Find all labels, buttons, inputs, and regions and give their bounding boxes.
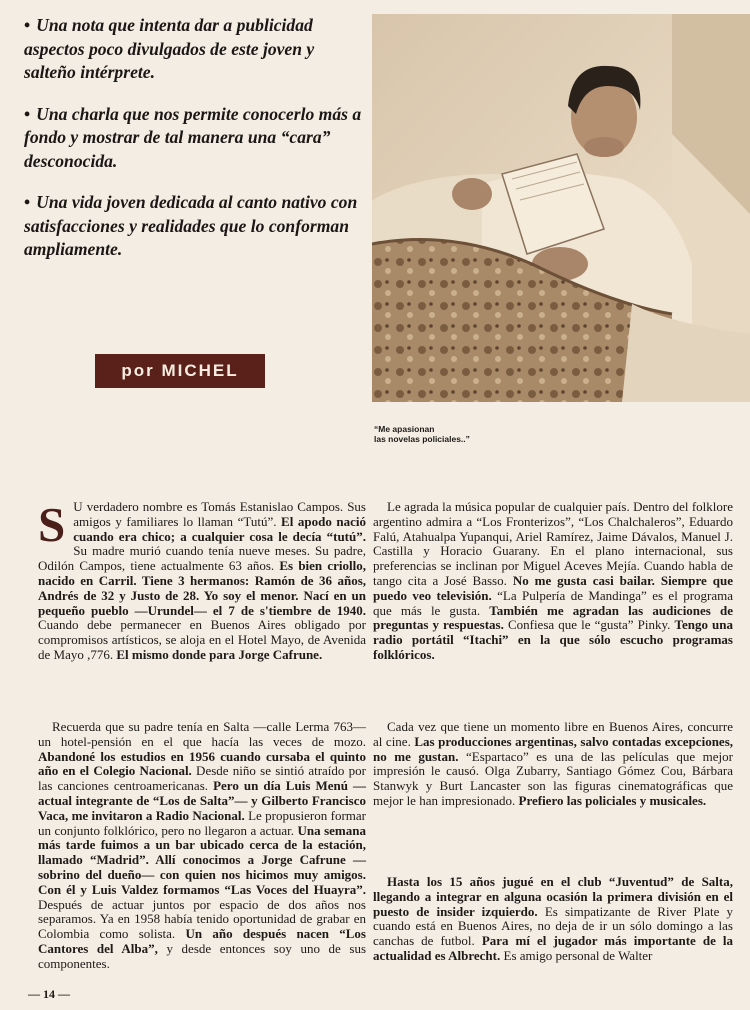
intro-bullet: • Una charla que nos permite conocerlo más a fondo y mostrar de tal manera una “cara” desconocida. xyxy=(24,103,362,171)
photo-caption: “Me apasionan las novelas policiales..” xyxy=(374,424,470,444)
text-run: Tengo una radio portátil “Itachi” en la que sólo escucho programas folklóricos. xyxy=(373,617,734,662)
column-2-music xyxy=(373,500,733,663)
author-byline: por MICHEL xyxy=(95,354,265,388)
text-run: Cada vez que tiene un momento libre en Buenos Aires, concurre al cine. xyxy=(373,719,733,749)
text-run: Confiesa que le “gusta” Pinky. xyxy=(503,617,675,633)
text-run: Una semana más tarde fuimos a un bar ubicado cerca de la estación, llamado “Madrid”. Allí conocimos a Jorge Cafrune —sobrino del dueño— con quien nos hicimos muy amigos. Con él y Luis Valdez formamos “Las Voces del Huayra”. xyxy=(38,822,366,897)
text-run: Después de actuar juntos por espacio de dos años nos separamos. Ya en 1958 había tenido oportunidad de grabar en Colombia como solista. xyxy=(38,896,366,942)
text-run: Abandoné los estudios en 1956 cuando cursaba el quinto año en el Colegio Nacional. xyxy=(38,748,366,779)
text-run: Es bien criollo, nacido en Carril. Tiene 3 hermanos: Ramón de 36 años, Andrés de 32 y Justo de 28. Yo soy el menor. Nací en un pequeño pueblo —Urundel— el 7 de s'tiembre de 1940. xyxy=(38,558,366,618)
text-run: Desde niño se sintió atraído por las canciones centroamericanas. xyxy=(38,763,366,794)
intro-bullet: • Una vida joven dedicada al canto nativo con satisfacciones y realidades que lo conforman ampliamente. xyxy=(24,192,358,259)
drop-cap: S xyxy=(38,497,66,552)
paragraph xyxy=(373,720,733,809)
text-run: “La Pulpería de Mandinga” es el programa que más le gusta. xyxy=(373,587,733,618)
column-1-intro xyxy=(38,497,367,663)
column-1-second xyxy=(38,720,366,972)
intro-bullet: • Una nota que intenta dar a publicidad aspectos poco divulgados de este joven y salteño intérprete. xyxy=(24,15,315,82)
photo-young-man-reading-book-icon xyxy=(372,14,750,402)
text-run: Pero un día Luis Menú —actual integrante de “Los de Salta”— y Gilberto Francisco Vaca, me invitaron a Radio Nacional. xyxy=(38,778,367,823)
text-run: Un año después nacen “Los Cantores del Alba”, xyxy=(38,926,366,956)
paragraph xyxy=(373,875,733,964)
page-number: — 14 — xyxy=(28,987,70,1001)
intro-bullets xyxy=(24,14,364,280)
text-run: Le propusieron formar un conjunto folklórico, pero no llegaron a actuar. xyxy=(38,807,366,838)
text-run: También me agradan las audiciones de preguntas y respuestas. xyxy=(373,602,733,633)
text-run: Su madre murió cuando tenía nueve meses. Su padre, Odilón Campos, tiene actualmente 63 años. xyxy=(38,543,366,574)
text-run: U verdadero nombre es Tomás Estanislao Campos. Sus amigos y familiares lo llaman “Tutú”. xyxy=(73,499,366,529)
text-run: Le agrada la música popular de cualquier país. Dentro del folklore argentino admira a “Los Fronterizos”, “Los Chalchaleros”, Eduardo Falú, Atahualpa Yupanqui, Ariel Ramírez, Jaime Dávalos, Manuel J. Castilla y Horacio Guarany. En el plano internacional, sus preferencias se inclinan por Miguel Aceves Mejía. Cuando habla de tango cita a José Basso. xyxy=(373,499,733,588)
paragraph xyxy=(38,497,367,663)
text-run: No me gusta casi bailar. Siempre que puedo veo televisión. xyxy=(373,572,733,603)
text-run: Las producciones argentinas, salvo contadas excepciones, no me gustan. xyxy=(373,733,734,764)
portrait-photo xyxy=(372,14,750,402)
text-run: Para mí el jugador más importante de la actualidad es Albrecht. xyxy=(373,933,733,963)
paragraph xyxy=(373,500,733,663)
text-run: Es simpatizante de River Plate y cuando está en Buenos Aires, no deja de ir un sólo domingo a las canchas de futbol. xyxy=(373,903,734,949)
text-run: Prefiero las policiales y musicales. xyxy=(518,792,707,808)
text-run: Hasta los 15 años jugué en el club “Juventud” de Salta, llegando a integrar en alguna ocasión la primera división en el puesto de insider izquierdo. xyxy=(373,874,733,919)
text-run: Es amigo personal de Walter xyxy=(500,947,653,963)
paragraph xyxy=(38,720,366,972)
column-2-football xyxy=(373,875,733,964)
text-run: El apodo nació cuando era chico; a cualquier cosa le decía “tutú”. xyxy=(73,513,367,544)
text-run: Cuando debe permanecer en Buenos Aires obligado por compromisos artísticos, se aloja en el Hotel Mayo, de Avenida de Mayo ,776. xyxy=(38,617,366,662)
column-2-cinema xyxy=(373,720,733,809)
text-run: Recuerda que su padre tenía en Salta —calle Lerma 763— un hotel-pensión en el que hacía las veces de mozo. xyxy=(38,719,366,749)
text-run: El mismo donde para Jorge Cafrune. xyxy=(116,646,323,662)
text-run: y desde entonces soy uno de sus componentes. xyxy=(38,940,367,971)
text-run: “Espartaco” es una de las películas que mejor impresión le causó. Olga Zubarry, Santiago Gómez Cou, Bárbara Stanwyk y Burt Lancaster son las figuras cinematográficas que mejor le han impresionado. xyxy=(373,748,733,808)
